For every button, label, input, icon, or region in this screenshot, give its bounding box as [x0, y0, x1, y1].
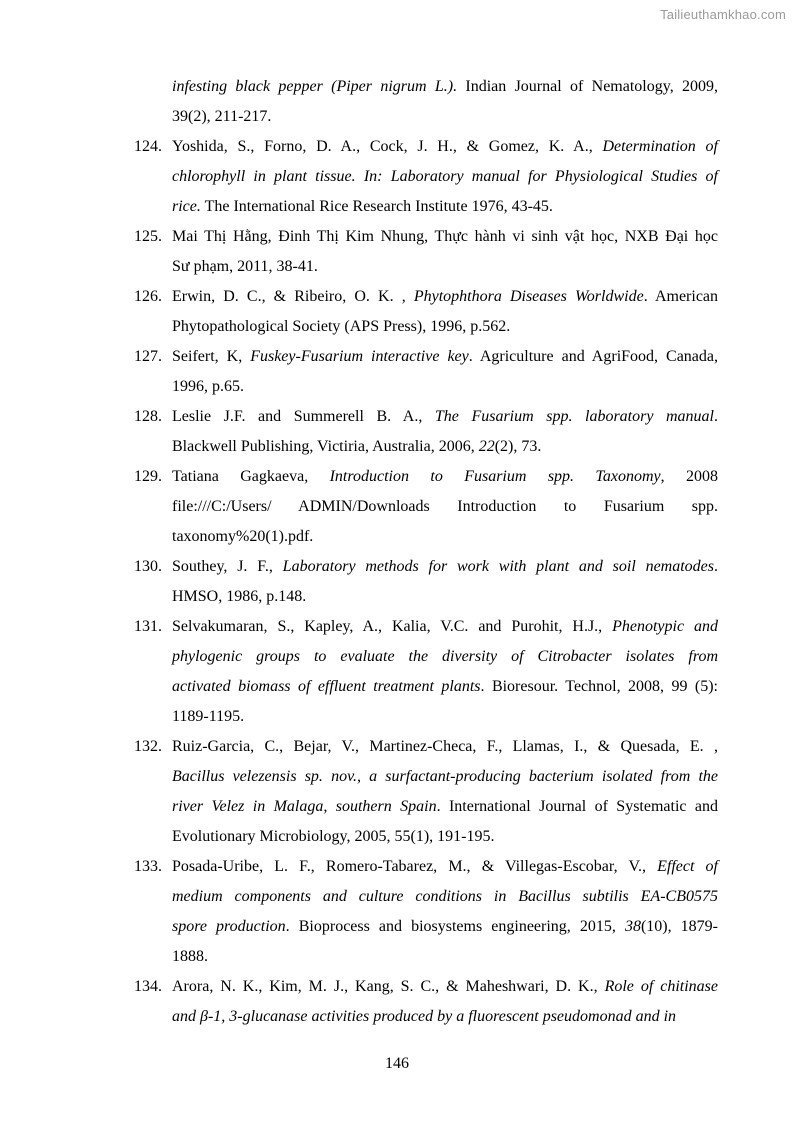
reference-entry [0, 552, 794, 612]
reference-text: Indian Journal of Nematology, 2009, [457, 78, 718, 95]
reference-text: taxonomy%20(1).pdf. [172, 528, 314, 545]
reference-line [172, 912, 718, 942]
reference-entry [0, 342, 794, 402]
reference-text: Erwin, D. C., & Ribeiro, O. K. , [172, 288, 414, 305]
reference-text: HMSO, 1986, p.148. [172, 588, 307, 605]
reference-line [172, 762, 718, 792]
reference-line [172, 792, 718, 822]
reference-text: Arora, N. K., Kim, M. J., Kang, S. C., & Maheshwari, D. K., [172, 978, 605, 995]
reference-italic-text: river Velez in Malaga, southern Spain [172, 798, 437, 815]
reference-number: 126. [134, 288, 162, 305]
reference-number: 124. [134, 138, 162, 155]
reference-number: 130. [134, 558, 162, 575]
reference-entry [0, 282, 794, 342]
reference-entry [0, 132, 794, 222]
reference-number: 129. [134, 468, 162, 485]
reference-text: 1996, p.65. [172, 378, 244, 395]
reference-text: Tatiana Gagkaeva, [172, 468, 330, 485]
reference-text: Ruiz-Garcia, C., Bejar, V., Martinez-Checa, F., Llamas, I., & Quesada, E. , [172, 738, 718, 755]
reference-italic-text: and β-1, 3-glucanase activities produced by a fluorescent pseudomonad and in [172, 1008, 677, 1025]
reference-italic-text: medium components and culture conditions in Bacillus subtilis EA-CB0575 [172, 888, 718, 905]
reference-line [172, 162, 718, 192]
reference-line [172, 732, 718, 762]
reference-line [172, 552, 718, 582]
reference-line [172, 312, 718, 342]
reference-number: 127. [134, 348, 162, 365]
reference-text: . International Journal of Systematic and [436, 798, 718, 815]
reference-line [172, 1002, 718, 1032]
reference-italic-text: 22 [478, 438, 495, 455]
reference-text: Blackwell Publishing, Victiria, Australia, 2006, [172, 438, 479, 455]
reference-text: (2), 73. [494, 438, 542, 455]
reference-line [172, 582, 718, 612]
reference-entry [0, 972, 794, 1032]
reference-italic-text: Laboratory methods for work with plant and soil nematodes [282, 558, 715, 575]
reference-text: (10), 1879- [640, 918, 719, 935]
reference-text: Seifert, K, [172, 348, 251, 365]
reference-line [172, 642, 718, 672]
reference-text: Mai Thị Hằng, Đinh Thị Kim Nhung, Thực hành vi sinh vật học, NXB Đại học [172, 228, 718, 245]
reference-italic-text: The Fusarium spp. laboratory manual [434, 408, 715, 425]
reference-text: 1189-1195. [172, 708, 245, 725]
reference-italic-text: chlorophyll in plant tissue. In: Laboratory manual for Physiological Studies of [172, 168, 718, 185]
reference-text: . Bioresour. Technol, 2008, 99 (5): [480, 678, 718, 695]
reference-line [172, 612, 718, 642]
reference-entry [0, 222, 794, 282]
reference-entry [0, 402, 794, 462]
reference-text: file:///C:/Users/ ADMIN/Downloads Introduction to Fusarium spp. [172, 498, 718, 515]
reference-line [172, 72, 718, 102]
reference-number: 133. [134, 858, 162, 875]
reference-italic-text: Fuskey-Fusarium interactive key [250, 348, 469, 365]
reference-italic-text: rice. [172, 198, 201, 215]
watermark-text: Tailieuthamkhao.com [660, 7, 786, 22]
reference-line [172, 852, 718, 882]
reference-text: The International Rice Research Institute 1976, 43-45. [200, 198, 553, 215]
reference-italic-text: Introduction to Fusarium spp. Taxonomy [329, 468, 661, 485]
reference-number: 132. [134, 738, 162, 755]
reference-line [172, 522, 718, 552]
reference-line [172, 132, 718, 162]
reference-line [172, 942, 718, 972]
reference-text: , 2008 [660, 468, 719, 485]
reference-line [172, 102, 718, 132]
reference-number: 131. [134, 618, 162, 635]
reference-line [172, 342, 718, 372]
reference-line [172, 222, 718, 252]
reference-line [172, 972, 718, 1002]
reference-text: Phytopathological Society (APS Press), 1996, p.562. [172, 318, 511, 335]
reference-entry [0, 462, 794, 552]
reference-text: . Agriculture and AgriFood, Canada, [468, 348, 718, 365]
reference-italic-text: phylogenic groups to evaluate the diversity of Citrobacter isolates from [172, 648, 718, 665]
reference-line [172, 372, 718, 402]
reference-entry [0, 732, 794, 852]
reference-text: Yoshida, S., Forno, D. A., Cock, J. H., & Gomez, K. A., [172, 138, 603, 155]
reference-line [172, 252, 718, 282]
reference-italic-text: spore production [172, 918, 286, 935]
reference-text: Selvakumaran, S., Kapley, A., Kalia, V.C. and Purohit, H.J., [172, 618, 613, 635]
reference-line [172, 282, 718, 312]
reference-number: 125. [134, 228, 162, 245]
reference-entry [0, 852, 794, 972]
reference-italic-text: Phytophthora Diseases Worldwide [413, 288, 644, 305]
reference-line [172, 462, 718, 492]
reference-number: 128. [134, 408, 162, 425]
reference-text: . Bioprocess and biosystems engineering, 2015, [285, 918, 625, 935]
reference-entry [0, 72, 794, 132]
reference-text: Posada-Uribe, L. F., Romero-Tabarez, M., & Villegas-Escobar, V., [172, 858, 658, 875]
reference-text: 1888. [172, 948, 208, 965]
reference-text: Evolutionary Microbiology, 2005, 55(1), 191-195. [172, 828, 495, 845]
reference-entry [0, 612, 794, 732]
reference-line [172, 882, 718, 912]
reference-italic-text: activated biomass of effluent treatment plants [172, 678, 481, 695]
reference-line [172, 402, 718, 432]
reference-line [172, 672, 718, 702]
reference-italic-text: 38 [624, 918, 641, 935]
reference-line [172, 432, 718, 462]
reference-italic-text: Effect of [657, 858, 718, 875]
reference-number: 134. [134, 978, 162, 995]
reference-text: Leslie J.F. and Summerell B. A., [172, 408, 435, 425]
reference-italic-text: infesting black pepper (Piper nigrum L.). [172, 78, 458, 95]
reference-line [172, 192, 718, 222]
reference-text: 39(2), 211-217. [172, 108, 272, 125]
reference-text: . [714, 408, 719, 425]
reference-line [172, 492, 718, 522]
reference-text: . [714, 558, 719, 575]
reference-italic-text: Bacillus velezensis sp. nov., a surfactant-producing bacterium isolated from the [172, 768, 718, 785]
reference-line [172, 702, 718, 732]
reference-italic-text: Phenotypic and [612, 618, 719, 635]
page-number: 146 [385, 1055, 409, 1072]
reference-line [172, 822, 718, 852]
reference-text: Sư phạm, 2011, 38-41. [172, 258, 318, 275]
reference-text: Southey, J. F., [172, 558, 283, 575]
reference-italic-text: Determination of [602, 138, 718, 155]
reference-text: . American [643, 288, 719, 305]
reference-italic-text: Role of chitinase [604, 978, 719, 995]
